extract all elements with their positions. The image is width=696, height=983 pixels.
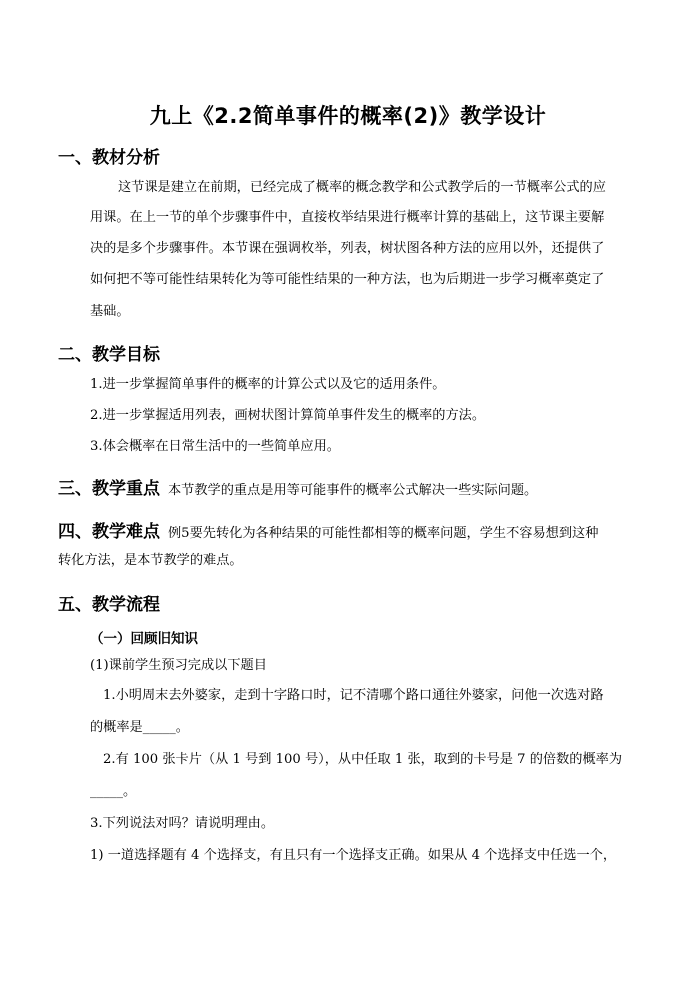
section-difficulties xyxy=(58,517,598,542)
section-heading-objectives: 二、教学目标 xyxy=(58,345,160,365)
question-line: 2.有 100 张卡片（从 1 号到 100 号），从中任取 1 张，取到的卡号是 7 的倍数的概率为 xyxy=(103,752,623,767)
question-line: 3.下列说法对吗？请说明理由。 xyxy=(90,816,275,831)
section-heading-process: 五、教学流程 xyxy=(58,595,160,615)
section-heading-key-points: 三、教学重点 xyxy=(58,479,160,499)
paragraph-line: 如何把不等可能性结果转化为等可能性结果的一种方法，也为后期进一步学习概率奠定了 xyxy=(90,272,605,287)
paragraph-line: 基础。 xyxy=(90,304,130,319)
difficulties-text: 例5要先转化为各种结果的可能性都相等的概率问题，学生不容易想到这种 xyxy=(168,526,599,541)
objective-item: 2.进一步掌握适用列表，画树状图计算简单事件发生的概率的方法。 xyxy=(90,408,486,423)
paragraph-line: 用课。在上一节的单个步骤事件中，直接枚举结果进行概率计算的基础上，这节课主要解 xyxy=(90,210,605,225)
objective-item: 3.体会概率在日常生活中的一些简单应用。 xyxy=(90,439,340,454)
key-points-text: 本节教学的重点是用等可能事件的概率公式解决一些实际问题。 xyxy=(168,483,538,498)
paragraph-line: 这节课是建立在前期，已经完成了概率的概念教学和公式教学后的一节概率公式的应 xyxy=(118,180,606,195)
section-key-points xyxy=(58,474,537,499)
subheading-review: （一）回顾旧知识 xyxy=(90,631,198,647)
question-line: 1) 一道选择题有 4 个选择支，有且只有一个选择支正确。如果从 4 个选择支中任选一个， xyxy=(90,848,617,863)
question-line: _____。 xyxy=(90,784,137,799)
paragraph-line: 决的是多个步骤事件。本节课在强调枚举，列表，树状图各种方法的应用以外，还提供了 xyxy=(90,241,605,256)
objective-item: 1.进一步掌握简单事件的概率的计算公式以及它的适用条件。 xyxy=(90,377,446,392)
section-heading-difficulties: 四、教学难点 xyxy=(58,522,160,542)
paragraph-line: (1)课前学生预习完成以下题目 xyxy=(90,658,267,673)
question-line: 的概率是_____。 xyxy=(90,720,189,735)
question-line: 1.小明周末去外婆家，走到十字路口时，记不清哪个路口通往外婆家，问他一次选对路 xyxy=(103,688,604,703)
paragraph-line: 转化方法，是本节教学的难点。 xyxy=(58,553,243,568)
section-heading-materials: 一、教材分析 xyxy=(58,148,160,168)
document-title: 九上《2.2简单事件的概率(2)》教学设计 xyxy=(149,104,547,128)
